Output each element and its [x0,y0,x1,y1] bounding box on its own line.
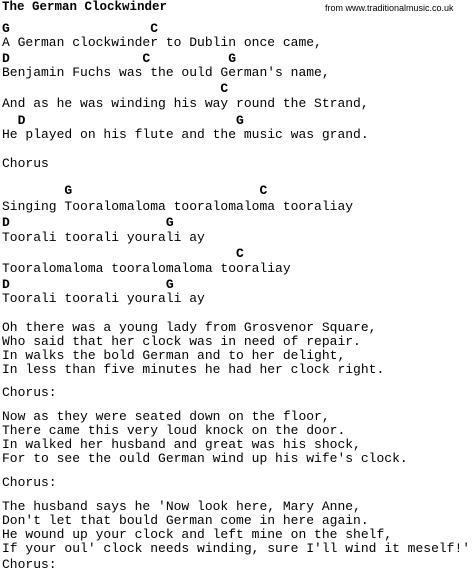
source-url: from www.traditionalmusic.co.uk [325,3,454,13]
lyric-line: There came this very loud knock on the door. [2,423,346,438]
chord-line: D G [2,215,174,230]
lyric-line: Oh there was a young lady from Grosvenor Square, [2,320,377,335]
chorus-label: Chorus [2,156,49,171]
lyric-line: Benjamin Fuchs was the ould German's name, [2,65,330,80]
lyric-line: He wound up your clock and left mine on the shelf, [2,527,393,542]
lyric-line: He played on his flute and the music was grand. [2,127,369,142]
lyric-line: In walks the bold German and to her delight, [2,348,346,363]
lyric-line: In walked her husband and great was his shock, [2,437,361,452]
lyric-line: Singing Tooralomaloma tooralomaloma tooraliay [2,199,354,214]
lyric-line: Don't let that bould German come in here again. [2,513,369,528]
chord-line: D C G [2,51,237,66]
lyric-line: For to see the ould German wind up his wife's clock. [2,451,408,466]
song-title: The German Clockwinder [2,0,168,14]
chord-line: D G [2,113,244,128]
lyric-line: Toorali toorali yourali ay [2,230,205,245]
lyric-line: The husband says he 'Now look here, Mary Anne, [2,499,361,514]
lyric-line: A German clockwinder to Dublin once came, [2,35,322,50]
chord-line: G C [2,183,268,198]
lyric-line: Tooralomaloma tooralomaloma tooraliay [2,261,291,276]
chorus-label: Chorus: [2,557,57,572]
lyric-line: Now as they were seated down on the floor, [2,409,330,424]
lyric-line: And as he was winding his way round the Strand, [2,96,369,111]
lyric-line: Toorali toorali yourali ay [2,291,205,306]
chord-line: C [2,246,244,261]
chorus-label: Chorus: [2,385,57,400]
lyric-line: If your oul' clock needs winding, sure I'll wind it meself!' [2,541,471,556]
lyric-line: Who said that her clock was in need of repair. [2,334,361,349]
chord-line: C [2,81,229,96]
chord-line: D G [2,277,174,292]
chord-line: G C [2,21,159,36]
chorus-label: Chorus: [2,475,57,490]
lyric-line: In less than five minutes he had her clock right. [2,362,385,377]
